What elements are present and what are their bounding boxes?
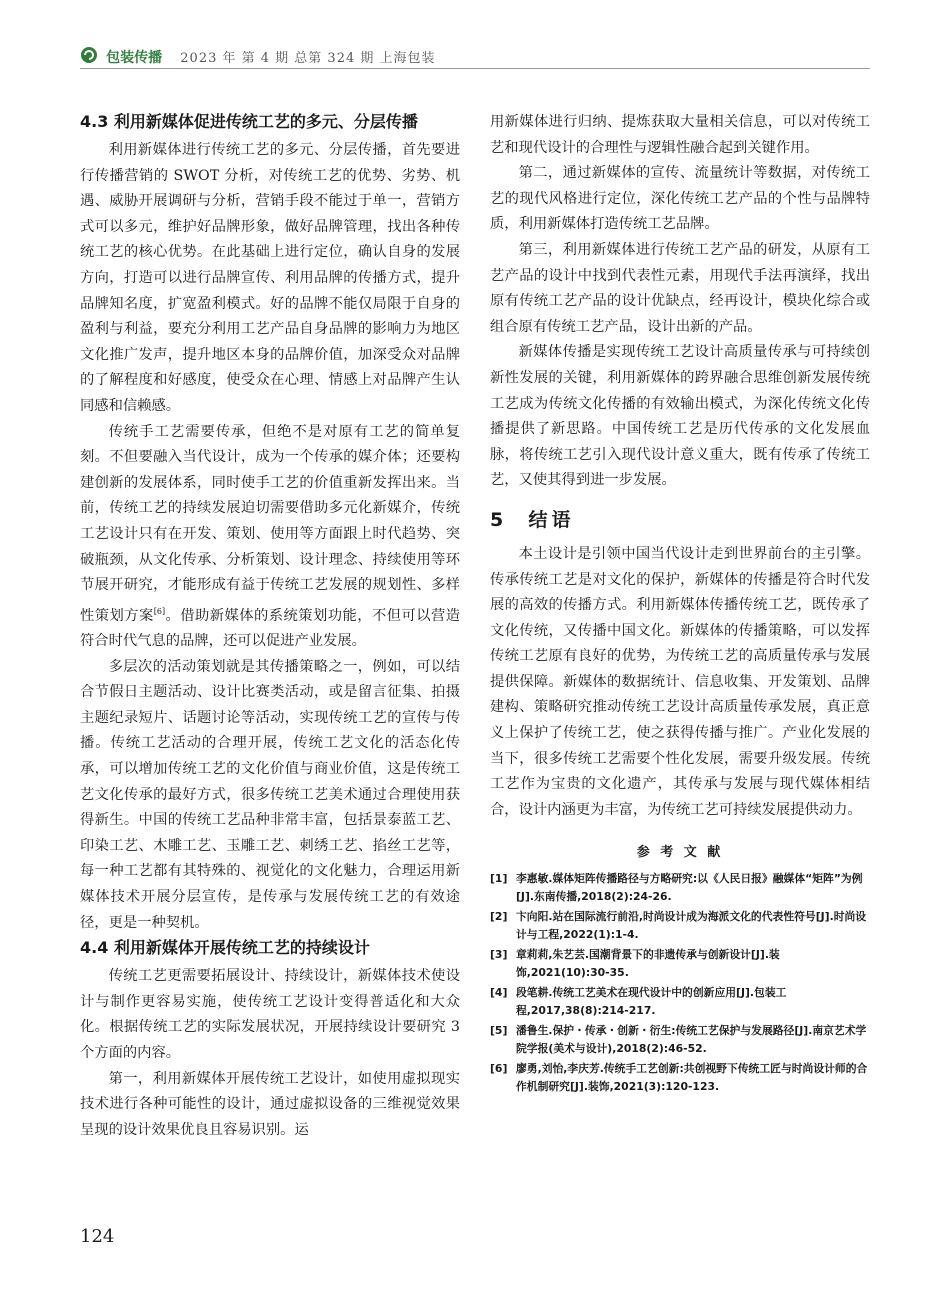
reference-item [490,984,870,1020]
reference-number: [5] [490,1024,508,1038]
reference-text: 李惠敏.媒体矩阵传播路径与方略研究:以《人民日报》融媒体“矩阵”为例[J].东南传播,2018(2):24-26. [516,872,863,904]
page-number: 124 [80,1226,115,1247]
reference-text: 卞向阳.站在国际流行前沿,时尚设计成为海派文化的代表性符号[J].时尚设计与工程,2022(1):1-4. [516,910,867,942]
paragraph: 利用新媒体进行传统工艺的多元、分层传播，首先要进行传播营销的 SWOT 分析，对传统工艺的优势、劣势、机遇、威胁开展调研与分析，营销手段不能过于单一，营销方式可以多元，维护好品牌形象，做好品牌管理，找出各种传统工艺的核心优势。在此基础上进行定位，确认自身的发展方向，打造可以进行品牌宣传、利用品牌的传播方式，提升品牌知名度，扩宽盈利模式。好的品牌不能仅局限于自身的盈利与利益，要充分利用工艺产品自身品牌的影响力为地区文化推广发声，提升地区本身的品牌价值，加深受众对品牌的了解程度和好感度，使受众在心理、情感上对品牌产生认同感和信赖感。 [80,142,460,414]
reference-number: [2] [490,910,508,924]
section-4-4-heading: 4.4 利用新媒体开展传统工艺的持续设计 [80,938,370,958]
paragraph: 第三，利用新媒体进行传统工艺产品的研发，从原有工艺产品的设计中找到代表性元素，用现代手法再演绎，找出原有传统工艺产品的设计优缺点，经再设计，模块化综合或组合原有传统工艺产品，设计出新的产品。 [490,241,870,335]
reference-number: [6] [490,1062,508,1076]
paragraph: 传统手工艺需要传承，但绝不是对原有工艺的简单复刻。不但要融入当代设计，成为一个传承的媒介体；还要构建创新的发展体系，同时使手工艺的价值重新发挥出来。当前，传统工艺的持续发展迫切需要借助多元化新媒介，传统工艺设计只有在开发、策划、使用等方面跟上时代趋势、突破瓶颈，从文化传承、分析策划、设计理念、持续使用等环节展开研究，才能形成有益于传统工艺发展的规划性、多样性策划方案[6]。借助新媒体的系统策划功能，不但可以营造符合时代气息的品牌，还可以促进产业发展。 [80,423,461,650]
reference-text: 章莉莉,朱艺芸.国潮背景下的非遗传承与创新设计[J].装饰,2021(10):30-35. [516,948,780,980]
reference-item [490,1060,870,1096]
reference-item [490,870,870,906]
paragraph: 第一，利用新媒体开展传统工艺设计，如使用虚拟现实技术进行各种可能性的设计，通过虚拟设备的三维视觉效果呈现的设计效果优良且容易识别。运 [80,1070,460,1138]
journal-section-name: 包装传播 [106,50,163,66]
reference-number: [1] [490,872,508,886]
paragraph: 新媒体传播是实现传统工艺设计高质量传承与可持续创新性发展的关键，利用新媒体的跨界融合思维创新发展传统工艺成为传统文化传播的有效输出模式，为深化传统文化传播提供了新思路。中国传统工艺是历代传承的文化发展血脉，将传统工艺引入现代设计意义重大，既有传承了传统工艺，又使其得到进一步发展。 [490,344,870,489]
paragraph: 用新媒体进行归纳、提炼获取大量相关信息，可以对传统工艺和现代设计的合理性与逻辑性融合起到关键作用。 [490,114,870,156]
reference-text: 廖勇,刘怡,李庆芳.传统手工艺创新:共创视野下传统工匠与时尚设计师的合作机制研究[J].装饰,2021(3):120-123. [516,1062,868,1094]
citation: [6] [153,606,166,616]
right-column [490,110,870,1098]
reference-item [490,946,870,982]
page-header [80,46,870,69]
reference-item [490,1022,870,1058]
reference-item [490,908,870,944]
references-heading: 参 考 文 献 [636,845,724,861]
paragraph: 传统工艺更需要拓展设计、持续设计，新媒体技术使设计与制作更容易实施，使传统工艺设计变得普适化和大众化。根据传统工艺的实际发展状况，开展持续设计要研究 3 个方面的内容。 [80,968,460,1061]
section-4-3-heading: 4.3 利用新媒体促进传统工艺的多元、分层传播 [80,112,418,131]
paragraph: 本土设计是引领中国当代设计走到世界前台的主引擎。传承传统工艺是对文化的保护，新媒体的传播是符合时代发展的高效的传播方式。利用新媒体传播传统工艺，既传承了文化传统，又传播中国文化。新媒体的传播策略，可以发挥传统工艺原有良好的优势，为传统工艺的高质量传承与发展提供保障。新媒体的数据统计、信息收集、开发策划、品牌建构、策略研究推动传统工艺设计高质量传承发展，真正意义上保护了传统工艺，使之获得传播与推广。产业化发展的当下，很多传统工艺需要个性化发展，需要升级发展。传统工艺作为宝贵的文化遗产，其传承与发展与现代媒体相结合，设计内涵更为丰富，为传统工艺可持续发展提供动力。 [490,545,870,818]
reference-number: [3] [490,948,508,962]
journal-logo-icon [80,46,98,71]
reference-number: [4] [490,986,508,1000]
paragraph: 多层次的活动策划就是其传播策略之一，例如，可以结合节假日主题活动、设计比赛类活动，或是留言征集、拍摄主题纪录短片、话题讨论等活动，实现传统工艺的宣传与传播。传统工艺活动的合理开展，传统工艺文化的活态化传承，可以增加传统工艺的文化价值与商业价值，这是传统工艺文化传承的最好方式，很多传统工艺美术通过合理使用获得新生。中国的传统工艺品种非常丰富，包括景泰蓝工艺、印染工艺、木雕工艺、玉雕工艺、刺绣工艺、掐丝工艺等，每一种工艺都有其特殊的、视觉化的文化魅力，合理运用新媒体技术开展分层宣传，是传承与发展传统工艺的有效途径，更是一种契机。 [80,658,460,931]
left-column [80,110,460,1143]
paragraph: 第二，通过新媒体的宣传、流量统计等数据，对传统工艺的现代风格进行定位，深化传统工艺产品的个性与品牌特质，利用新媒体打造传统工艺品牌。 [490,165,870,233]
reference-text: 潘鲁生.保护・传承・创新・衍生:传统工艺保护与发展路径[J].南京艺术学院学报(美术与设计),2018(2):46-52. [516,1024,867,1056]
issue-info: 2023 年 第 4 期 总第 324 期 上海包装 [180,51,436,66]
references-list [490,870,870,1096]
section-5-heading: 5 结语 [490,508,575,531]
reference-text: 段笔耕.传统工艺美术在现代设计中的创新应用[J].包装工程,2017,38(8):214-217. [516,986,787,1018]
